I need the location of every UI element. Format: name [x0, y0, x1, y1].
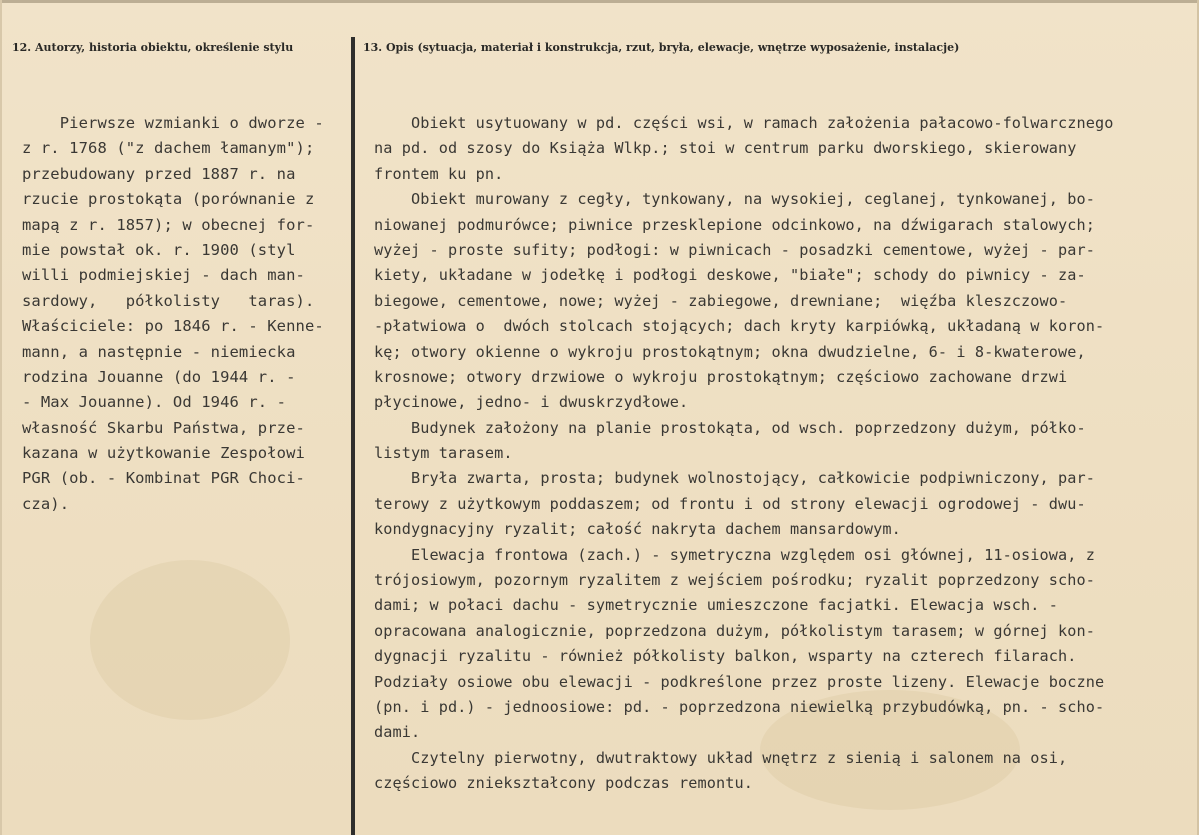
text-line: płycinowe, jedno- i dwuskrzydłowe. — [374, 393, 689, 412]
text-line: własność Skarbu Państwa, prze- — [22, 418, 305, 437]
text-line: rzucie prostokąta (porównanie z — [22, 190, 315, 209]
text-line: Budynek założony na planie prostokąta, od wsch. poprzedzony dużym, półko- — [374, 418, 1086, 437]
text-line: mapą z r. 1857); w obecnej for- — [22, 215, 315, 234]
text-line: - Max Jouanne). Od 1946 r. - — [22, 393, 287, 412]
text-line: dygnacji ryzalitu - również półkolisty balkon, wsparty na czterech filarach. — [374, 647, 1077, 666]
text-line: na pd. od szosy do Książa Wlkp.; stoi w centrum parku dworskiego, skierowany — [374, 139, 1077, 158]
text-line: kazana w użytkowanie Zespołowi — [22, 444, 305, 463]
text-line: dami; w połaci dachu - symetrycznie umieszczone facjatki. Elewacja wsch. - — [374, 596, 1059, 615]
card-left-edge — [0, 0, 2, 835]
text-line: frontem ku pn. — [374, 164, 504, 183]
text-line: Bryła zwarta, prosta; budynek wolnostojący, całkowicie podpiwniczony, par- — [374, 469, 1096, 488]
text-line: willi podmiejskiej - dach man- — [22, 266, 305, 285]
paper-stain — [90, 560, 290, 720]
text-line: kiety, układane w jodełkę i podłogi deskowe, "białe"; schody do piwnicy - za- — [374, 266, 1086, 285]
text-line: mie powstał ok. r. 1900 (styl — [22, 240, 296, 259]
card-top-edge — [0, 0, 1199, 3]
text-line: cza). — [22, 494, 70, 513]
text-line: sardowy, półkolisty taras). — [22, 291, 315, 310]
section-12-header: 12. Autorzy, historia obiektu, określenie stylu — [12, 41, 294, 54]
text-line: Obiekt usytuowany w pd. części wsi, w ramach założenia pałacowo-folwarcznego — [374, 114, 1114, 132]
text-line: krosnowe; otwory drzwiowe o wykroju prostokątnym; częściowo zachowane drzwi — [374, 367, 1068, 386]
text-line: Elewacja frontowa (zach.) - symetryczna względem osi głównej, 11-osiowa, z — [374, 545, 1096, 564]
text-line: opracowana analogicznie, poprzedzona dużym, półkolistym tarasem; w górnej kon- — [374, 621, 1096, 640]
text-line: Właściciele: po 1846 r. - Kenne- — [22, 317, 324, 336]
text-line: przebudowany przed 1887 r. na — [22, 164, 296, 183]
text-line: Czytelny pierwotny, dwutraktowy układ wnętrz z sienią i salonem na osi, — [374, 748, 1068, 767]
text-line: z r. 1768 ("z dachem łamanym"); — [22, 139, 315, 158]
text-line: Pierwsze wzmianki o dworze - — [22, 114, 324, 132]
text-line: kę; otwory okienne o wykroju prostokątnym; okna dwudzielne, 6- i 8-kwaterowe, — [374, 342, 1086, 361]
text-line: (pn. i pd.) - jednoosiowe: pd. - poprzedzona niewielką przybudówką, pn. - scho- — [374, 697, 1105, 716]
text-line: kondygnacyjny ryzalit; całość nakryta dachem mansardowym. — [374, 520, 901, 539]
text-line: biegowe, cementowe, nowe; wyżej - zabiegowe, drewniane; więźba kleszczowo- — [374, 291, 1068, 310]
text-line: wyżej - proste sufity; podłogi: w piwnicach - posadzki cementowe, wyżej - par- — [374, 240, 1096, 259]
text-line: dami. — [374, 723, 421, 742]
text-line: Obiekt murowany z cegły, tynkowany, na wysokiej, ceglanej, tynkowanej, bo- — [374, 190, 1096, 209]
text-line: -płatwiowa o dwóch stolcach stojących; dach kryty karpiówką, układaną w koron- — [374, 317, 1105, 336]
text-line: trójosiowym, pozornym ryzalitem z wejściem pośrodku; ryzalit poprzedzony scho- — [374, 571, 1096, 590]
text-line: częściowo zniekształcony podczas remontu. — [374, 774, 753, 793]
text-line: terowy z użytkowym poddaszem; od frontu i od strony elewacji ogrodowej - dwu- — [374, 494, 1086, 513]
text-line: Podziały osiowe obu elewacji - podkreślone przez proste lizeny. Elewacje boczne — [374, 672, 1105, 691]
history-column — [22, 111, 344, 517]
text-line: rodzina Jouanne (do 1944 r. - — [22, 367, 296, 386]
text-line: listym tarasem. — [374, 444, 513, 463]
column-divider — [351, 37, 355, 835]
section-13-header: 13. Opis (sytuacja, materiał i konstrukcja, rzut, bryła, elewacje, wnętrze wyposażenie, instalacje) — [363, 41, 960, 54]
description-column — [374, 111, 1182, 797]
text-line: PGR (ob. - Kombinat PGR Choci- — [22, 469, 305, 488]
text-line: niowanej podmurówce; piwnice przesklepione odcinkowo, na dźwigarach stalowych; — [374, 215, 1096, 234]
text-line: mann, a następnie - niemiecka — [22, 342, 296, 361]
